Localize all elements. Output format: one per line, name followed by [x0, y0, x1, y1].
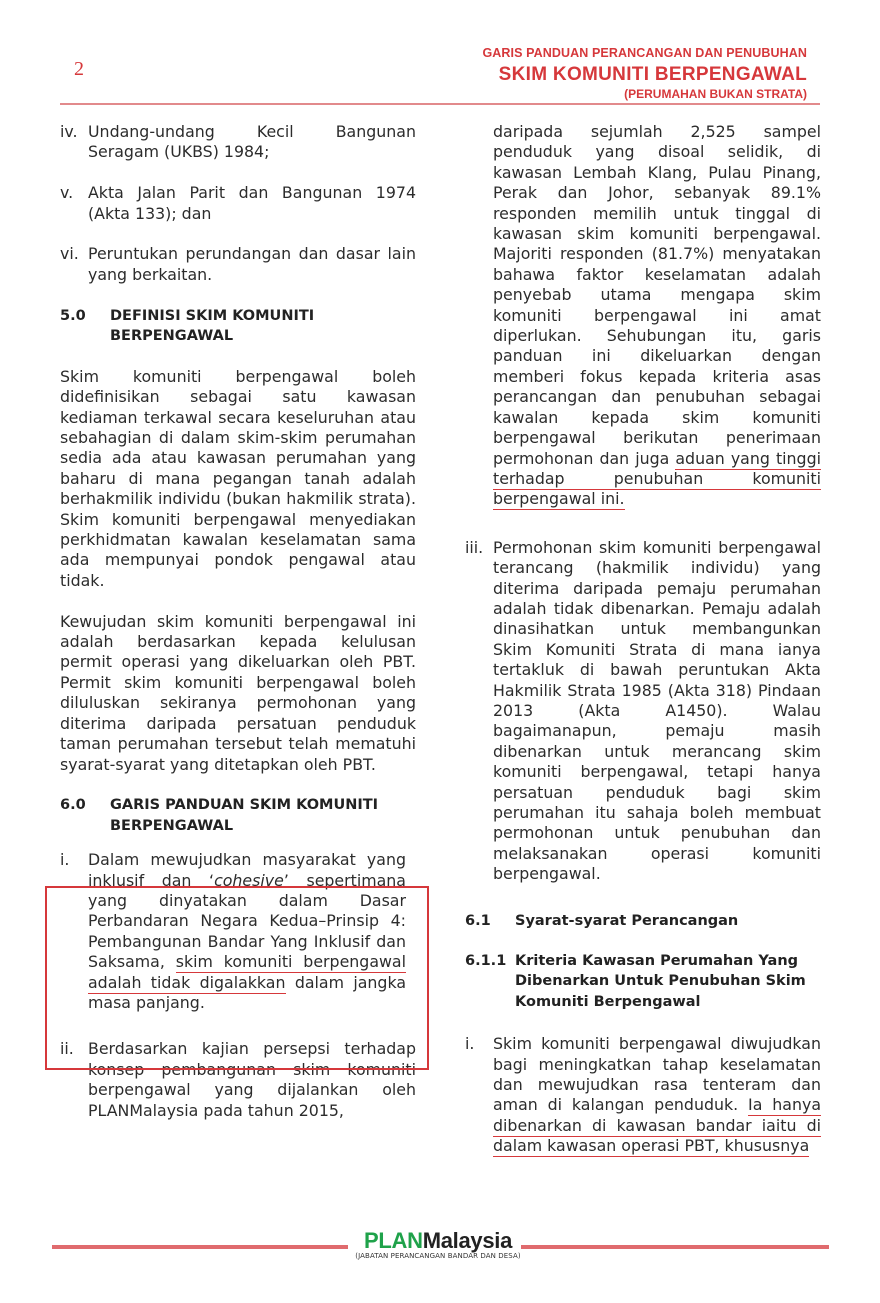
list-text: Peruntukan perundangan dan dasar lain yang berkaitan. — [88, 244, 416, 284]
section-heading-6-1 — [465, 911, 821, 931]
highlight-box — [45, 886, 429, 1070]
list-item — [465, 1034, 821, 1156]
header-line-1: GARIS PANDUAN PERANCANGAN DAN PENUBUHAN — [482, 46, 807, 60]
section-heading-6-1-1 — [465, 951, 821, 1012]
underlined-text: aduan yang tinggi terhadap penubuhan komuniti berpengawal ini. — [493, 448, 821, 509]
logo-subtitle: (JABATAN PERANCANGAN BANDAR DAN DESA) — [355, 1252, 521, 1260]
list-item — [60, 122, 416, 163]
list-text: Berdasarkan kajian persepsi terhadap konsep pembangunan skim komuniti berpengawal yang dijalankan oleh PLANMalaysia pada tahun 2015, — [88, 1039, 416, 1120]
list-text: Akta Jalan Parit dan Bangunan 1974 (Akta 133); dan — [88, 183, 416, 223]
list-text: Dalam mewujudkan masyarakat yang inklusif dan ‘cohesive’ sepertimana yang dinyatakan dalam Dasar Perbandaran Negara Kedua–Prinsip 4: Pembangunan Bandar Yang Inklusif dan Saksama, skim komuniti berpengawal adalah tidak digalakkan dalam jangka masa panjang. — [88, 850, 406, 1012]
list-number: iii. — [465, 537, 484, 557]
header-divider — [60, 103, 820, 105]
page-number: 2 — [74, 58, 84, 80]
list-number: i. — [465, 1034, 475, 1054]
definition-paragraph: Skim komuniti berpengawal boleh didefinisikan sebagai satu kawasan kediaman terkawal secara keseluruhan atau sebahagian di dalam skim-skim perumahan sedia ada atau kawasan perumahan yang baharu di mana pegangan tanah adalah berhakmilik individu (bukan hakmilik strata). Skim komuniti berpengawal menyediakan perkhidmatan kawalan keselamatan sama ada mempunyai pondok pengawal atau tidak. — [60, 366, 416, 590]
list-item — [60, 183, 416, 224]
list-item — [465, 538, 821, 885]
underlined-text: skim komuniti berpengawal adalah tidak digalakkan — [88, 952, 406, 992]
list-number: v. — [60, 183, 74, 203]
list-text: Undang-undang Kecil Bangunan Seragam (UKBS) 1984; — [88, 122, 416, 162]
planmalaysia-logo — [355, 1228, 521, 1260]
list-text: daripada sejumlah 2,525 sampel penduduk yang disoal selidik, di kawasan Lembah Klang, Pulau Pinang, Perak dan Johor, sebanyak 89.1% responden memilih untuk tinggal di kawasan skim komuniti berpengawal. Majoriti responden (81.7%) menyatakan bahawa faktor keselamatan adalah penyebab utama mengapa skim komuniti berpengawal ini amat diperlukan. Sehubungan itu, garis panduan ini dikeluarkan dengan memberi fokus kepada kriteria asas perancangan dan penubuhan sebagai kawalan kepada skim komuniti berpengawal berikutan penerimaan permohonan dan juga aduan yang tinggi terhadap penubuhan komuniti berpengawal ini. — [493, 122, 821, 509]
italic-term: cohesive — [214, 870, 284, 890]
section-heading-6 — [60, 795, 416, 836]
logo-plan-text: PLAN — [363, 1228, 423, 1253]
right-column — [465, 122, 821, 1157]
running-header — [482, 46, 807, 101]
logo-malaysia-text: Malaysia — [422, 1228, 513, 1253]
section-number: 6.0 — [60, 797, 86, 814]
section-title: DEFINISI SKIM KOMUNITI BERPENGAWAL — [110, 307, 315, 345]
section-title: Syarat-syarat Perancangan — [515, 912, 739, 929]
list-item-continued — [465, 122, 821, 510]
section-number: 6.1 — [465, 912, 491, 929]
section-number: 6.1.1 — [465, 953, 507, 970]
section-title: GARIS PANDUAN SKIM KOMUNITI BERPENGAWAL — [110, 797, 379, 834]
section-number: 5.0 — [60, 307, 86, 324]
underlined-text: Ia hanya dibenarkan di kawasan bandar iaitu di dalam kawasan operasi PBT, khususnya — [493, 1095, 821, 1156]
list-text: Skim komuniti berpengawal diwujudkan bagi meningkatkan tahap keselamatan dan mewujudkan rasa tenteram dan aman di kalangan penduduk. Ia hanya dibenarkan di kawasan bandar iaitu di dalam kawasan operasi PBT, khususnya — [493, 1034, 821, 1156]
section-heading-5 — [60, 306, 416, 347]
header-subtitle: (PERUMAHAN BUKAN STRATA) — [624, 87, 807, 101]
footer-bar-right — [521, 1245, 829, 1249]
list-text: Permohonan skim komuniti berpengawal terancang (hakmilik individu) yang diterima daripada pemaju perumahan adalah tidak dibenarkan. Pemaju adalah dinasihatkan untuk membangunkan Skim Komuniti Strata di mana ianya tertakluk di bawah peruntukan Akta Hakmilik Strata 1985 (Akta 318) Pindaan 2013 (Akta A1450). Walau bagaimanapun, pemaju masih dibenarkan untuk merancang skim komuniti berpengawal, tetapi hanya persatuan penduduk bagi skim perumahan itu sahaja boleh membuat permohonan untuk penubuhan dan melaksanakan operasi komuniti berpengawal. — [493, 537, 821, 884]
list-number: ii. — [60, 1039, 74, 1059]
header-title: SKIM KOMUNITI BERPENGAWAL — [498, 64, 807, 85]
permit-paragraph: Kewujudan skim komuniti berpengawal ini adalah berdasarkan kepada kelulusan permit operasi yang dikeluarkan oleh PBT. Permit skim komuniti berpengawal boleh diluluskan sekiranya permohonan yang diterima daripada persatuan penduduk taman perumahan tersebut telah mematuhi syarat-syarat yang ditetapkan oleh PBT. — [60, 611, 416, 774]
list-number: i. — [60, 850, 70, 870]
list-item — [60, 244, 416, 285]
footer-bar-left — [52, 1245, 348, 1249]
section-title: Kriteria Kawasan Perumahan Yang Dibenarkan Untuk Penubuhan Skim Komuniti Berpengawal — [515, 953, 806, 1010]
list-number: iv. — [60, 122, 78, 141]
list-number: vi. — [60, 244, 79, 264]
